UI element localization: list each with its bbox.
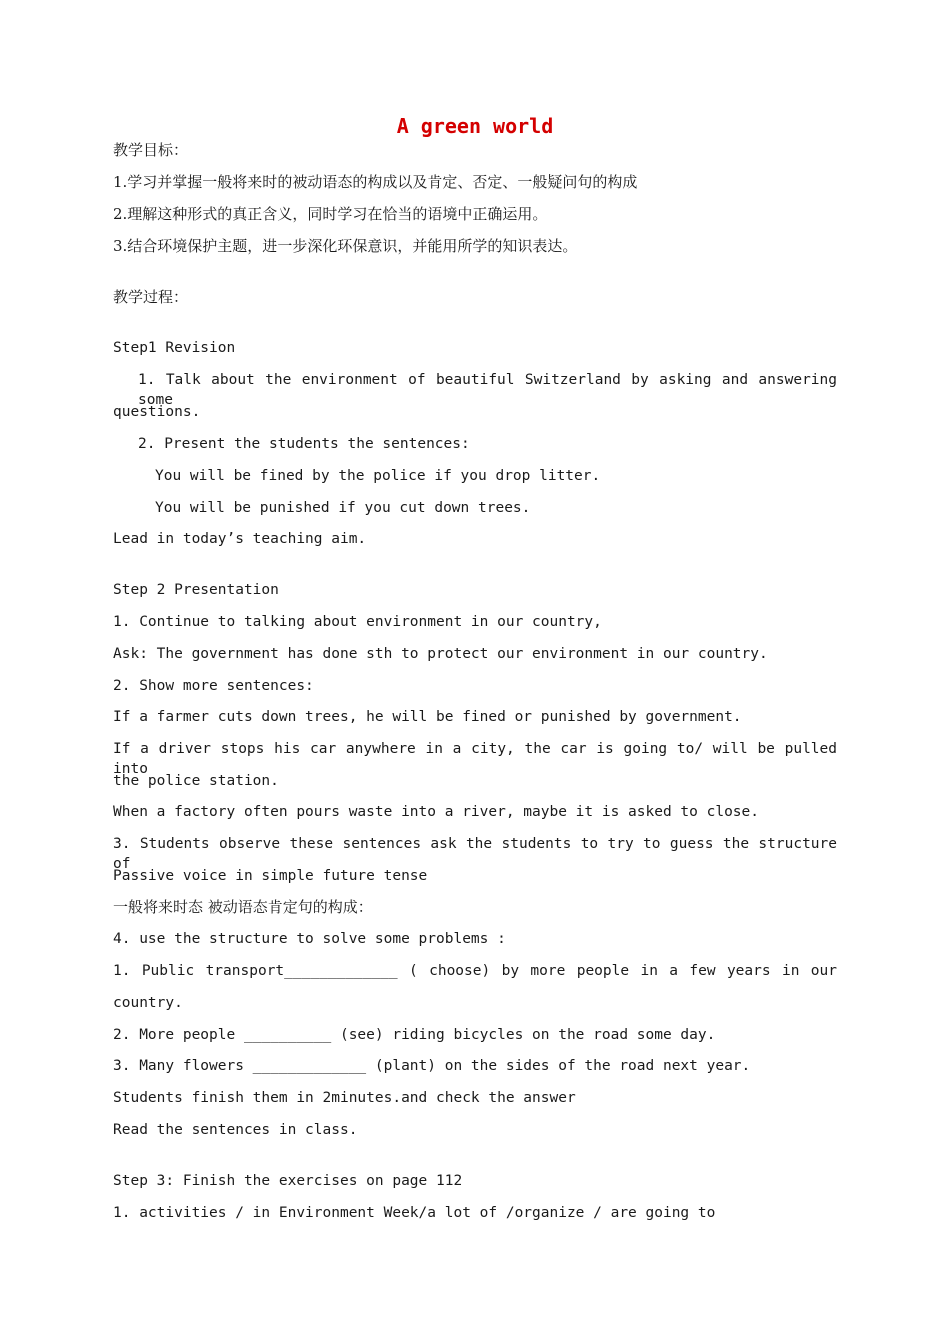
step2-heading: Step 2 Presentation bbox=[113, 582, 279, 598]
step3-heading: Step 3: Finish the exercises on page 112 bbox=[113, 1173, 463, 1189]
problem-1-line2: country. bbox=[113, 995, 183, 1011]
step1-item1-line2: questions. bbox=[113, 404, 201, 420]
step2-item3-line2: Passive voice in simple future tense bbox=[113, 868, 428, 884]
objective-item: 3.结合环境保护主题，进一步深化环保意识，并能用所学的知识表达。 bbox=[113, 237, 578, 255]
finish-instruction: Students finish them in 2minutes.and check the answer bbox=[113, 1090, 576, 1106]
problem-2: 2. More people __________ (see) riding bicycles on the road some day. bbox=[113, 1027, 716, 1043]
step3-item1: 1. activities / in Environment Week/a lot of /organize / are going to bbox=[113, 1205, 716, 1221]
step2-item4: 4. use the structure to solve some problems : bbox=[113, 931, 506, 947]
example-sentence: If a farmer cuts down trees, he will be fined or punished by government. bbox=[113, 709, 742, 725]
example-sentence-line1: If a driver stops his car anywhere in a city, the car is going to/ will be pulled into bbox=[113, 741, 837, 777]
step2-item2: 2. Show more sentences: bbox=[113, 678, 314, 694]
step1-heading: Step1 Revision bbox=[113, 340, 236, 356]
problem-1-line1: 1. Public transport_____________ ( choose) by more people in a few years in our bbox=[113, 963, 837, 979]
example-sentence-line2: the police station. bbox=[113, 773, 279, 789]
example-sentence: You will be punished if you cut down trees. bbox=[155, 500, 531, 516]
example-sentence: You will be fined by the police if you drop litter. bbox=[155, 468, 601, 484]
objective-item: 1.学习并掌握一般将来时的被动语态的构成以及肯定、否定、一般疑问句的构成 bbox=[113, 173, 638, 191]
step2-item1: 1. Continue to talking about environment in our country, bbox=[113, 614, 602, 630]
process-heading: 教学过程： bbox=[113, 288, 189, 306]
step1-item2: 2. Present the students the sentences: bbox=[138, 436, 470, 452]
lead-in-text: Lead in today’s teaching aim. bbox=[113, 531, 367, 547]
structure-heading: 一般将来时态 被动语态肯定句的构成： bbox=[113, 898, 373, 916]
step1-item1-line1: 1. Talk about the environment of beautiful Switzerland by asking and answering some bbox=[138, 372, 837, 408]
read-instruction: Read the sentences in class. bbox=[113, 1122, 358, 1138]
objectives-heading: 教学目标： bbox=[113, 141, 189, 159]
objective-item: 2.理解这种形式的真正含义，同时学习在恰当的语境中正确运用。 bbox=[113, 205, 548, 223]
example-sentence: When a factory often pours waste into a river, maybe it is asked to close. bbox=[113, 804, 760, 820]
step2-item3-line1: 3. Students observe these sentences ask the students to try to guess the structure of bbox=[113, 836, 837, 872]
document-title: A green world bbox=[396, 114, 554, 138]
problem-3: 3. Many flowers _____________ (plant) on the sides of the road next year. bbox=[113, 1058, 751, 1074]
step2-ask: Ask: The government has done sth to protect our environment in our country. bbox=[113, 646, 768, 662]
